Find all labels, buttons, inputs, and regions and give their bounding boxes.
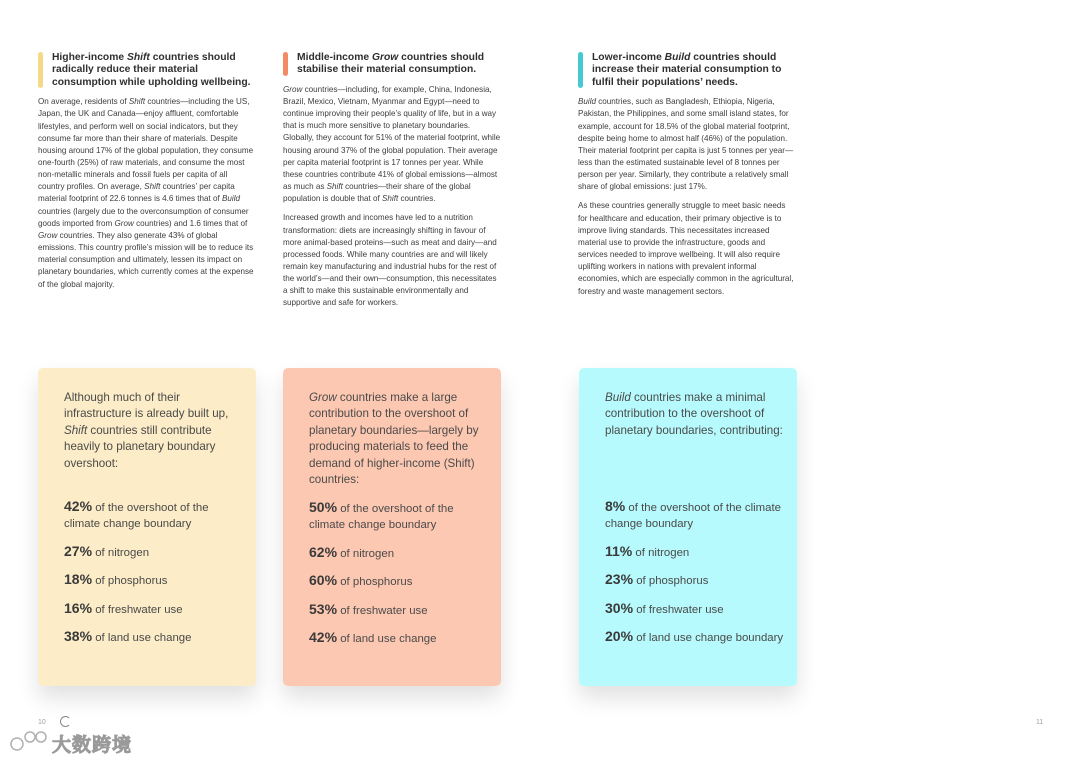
stat-percentage: 38% [64, 628, 93, 645]
stat-item [605, 628, 785, 646]
body-paragraph: Increased growth and incomes have led to a nutrition transformation: diets are increasingly shifting in favour of more animal-based proteins—such as meat and dairy—and processed foods. While many countries are and will likely remain key manufacturing and industrial hubs for the rest of the world’s—and their own—consumption, this necessitates a shift to make this sustainable environmentally and supportive and safe for workers. [283, 213, 497, 308]
stat-label: of nitrogen [632, 546, 690, 559]
stat-label: of land use change [92, 632, 192, 645]
grow-heading [283, 52, 501, 77]
stat-label: of phosphorus [633, 575, 709, 588]
stat-label: of the overshoot of the climate change boundary [605, 502, 781, 531]
body-paragraph: As these countries generally struggle to meet basic needs for healthcare and education, their primary objective is to improve living standards. This necessitates increased material use to provide the infrastructure, goods and services needed to improve wellbeing. It will also require uplifting workers in nations with prevalent informal economies, which are especially common in the agricultural, forestry and waste management sectors. [578, 201, 794, 296]
build-card-intro: Build countries make a minimal contribution to the overshoot of planetary boundaries, contributing: [605, 391, 783, 437]
grow-body [283, 84, 501, 310]
page-number-left: 10 [38, 719, 46, 726]
body-paragraph: Build countries, such as Bangladesh, Ethiopia, Nigeria, Pakistan, the Philippines, and some small island states, for example, account for 18.5% of the global material footprint, despite being home to almost half (46%) of the population. Their material footprint per capita is just 5 tonnes per year—less than the estimated sustainable level of 8 tonnes per person per year. Similarly, they contribute a relatively small share of global emissions: just 17%. [578, 97, 794, 192]
shift-card-intro: Although much of their infrastructure is already built up, Shift countries still contribute heavily to planetary boundary overshoot: [64, 391, 229, 470]
shift-column [38, 52, 256, 291]
stat-label: of land use change [337, 633, 437, 646]
shift-card-stats [64, 498, 244, 656]
shift-overshoot-card [38, 368, 256, 686]
stat-label: of nitrogen [337, 547, 395, 560]
stat-item [605, 571, 785, 589]
watermark [8, 728, 148, 756]
stat-label: of land use change boundary [633, 632, 784, 645]
stat-label: of the overshoot of the climate change boundary [64, 502, 209, 531]
stat-item [605, 600, 785, 618]
body-paragraph: On average, residents of Shift countries—including the US, Japan, the UK and Canada—enjoy affluent, comfortable lifestyles, and perform well on social indicators, but they consume far more than their share of materials. Despite housing around 17% of the global population, they consume one-fourth (25%) of raw materials, and consume the most non-metallic minerals and fossil fuels per capita of all country profiles. On average, Shift countries’ per capita material footprint of 22.6 tonnes is 4.6 times that of Build countries (largely due to the overconsumption of consumer goods imported from Grow countries) and 1.6 times that of Grow countries. They also generate 43% of global emissions. This country profile’s mission will be to reduce its material consumption and ultimately, lessen its impact on planetary boundaries, which currently comes at the expense of the global majority. [38, 97, 254, 289]
stat-item [64, 600, 244, 618]
stat-label: of freshwater use [92, 603, 183, 616]
stat-percentage: 50% [309, 499, 338, 515]
stat-item [64, 628, 244, 646]
stat-percentage: 20% [605, 628, 634, 645]
build-headline: Lower-income Build countries should increase their material consumption to fulfil their populations’ needs. [592, 52, 782, 88]
stat-label: of freshwater use [337, 604, 428, 617]
stat-item [309, 629, 489, 647]
stat-label: of freshwater use [633, 603, 724, 616]
stat-item [309, 572, 489, 590]
grow-headline: Middle-income Grow countries should stabilise their material consumption. [297, 52, 485, 76]
stat-label: of phosphorus [337, 576, 413, 589]
watermark-text: 大数跨境 [52, 734, 133, 756]
grow-column [283, 52, 501, 310]
stat-item [309, 499, 489, 534]
build-heading [578, 52, 796, 89]
stat-label: of phosphorus [92, 575, 168, 588]
build-color-bar [578, 52, 583, 88]
build-body [578, 96, 796, 298]
grow-color-bar [283, 52, 288, 76]
stat-item [605, 543, 785, 561]
stat-item [309, 544, 489, 562]
stat-item [64, 571, 244, 589]
watermark-logo-icon [8, 728, 52, 756]
stat-item [309, 601, 489, 619]
grow-overshoot-card [283, 368, 501, 686]
grow-card-intro: Grow countries make a large contribution to the overshoot of planetary boundaries—largely by producing materials to feed the demand of higher-income (Shift) countries: [309, 391, 479, 487]
shift-body [38, 96, 256, 291]
stat-percentage: 42% [64, 498, 93, 514]
body-paragraph: Grow countries—including, for example, China, Indonesia, Brazil, Mexico, Vietnam, Myanmar and Egypt—need to continue improving their people’s quality of life, but in a way that is much more sensitive to planetary boundaries. Globally, they account for 51% of the material footprint, while housing around 37% of the global population. Their average per capita material footprint is 17 tonnes per year. While these countries contribute 41% of global emissions—almost as much as Shift countries—their share of the global population is double that of Shift countries. [283, 84, 501, 204]
build-card-stats [605, 498, 785, 656]
stat-item [605, 498, 785, 533]
build-column [578, 52, 796, 298]
stat-item [64, 498, 244, 533]
shift-color-bar [38, 52, 43, 88]
stat-percentage: 11% [605, 542, 633, 559]
stat-percentage: 27% [64, 542, 93, 559]
stat-percentage: 23% [605, 571, 634, 588]
stat-item [64, 543, 244, 561]
shift-headline: Higher-income Shift countries should radically reduce their material consumption while upholding wellbeing. [52, 52, 251, 88]
page-number-right: 11 [1036, 719, 1044, 726]
shift-heading [38, 52, 256, 89]
stat-percentage: 62% [309, 543, 338, 560]
build-overshoot-card [579, 368, 797, 686]
logo-icon [60, 716, 71, 727]
stat-percentage: 60% [309, 572, 338, 589]
stat-percentage: 30% [605, 599, 634, 616]
stat-percentage: 18% [64, 571, 93, 588]
stat-label: of nitrogen [92, 546, 150, 559]
stat-percentage: 16% [64, 599, 93, 616]
grow-card-stats [309, 499, 489, 657]
stat-percentage: 8% [605, 498, 626, 514]
stat-percentage: 42% [309, 629, 338, 646]
stat-percentage: 53% [309, 600, 338, 617]
stat-label: of the overshoot of the climate change boundary [309, 503, 454, 532]
